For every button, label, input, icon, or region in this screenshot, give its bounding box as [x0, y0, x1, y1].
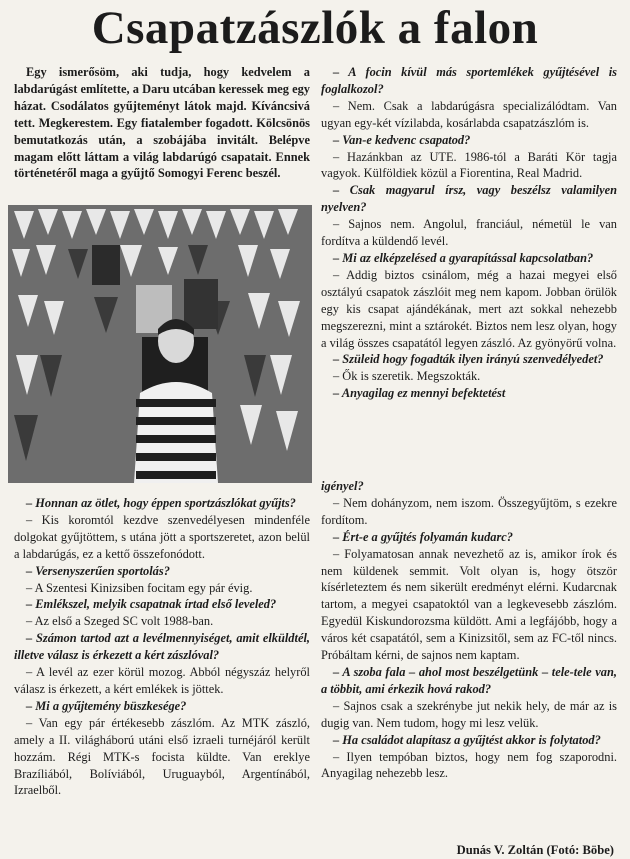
- photo-image: [8, 205, 312, 483]
- question: – Szüleid hogy fogadták ilyen irányú szenvedélyedet?: [333, 352, 604, 367]
- answer: – Sajnos csak a szekrénybe jut nekik hely, de már az is dugig van. Nem tudom, hogy mi lesz velük.: [321, 698, 617, 730]
- question: – Emlékszel, melyik csapatnak írtad első leveled?: [26, 597, 277, 612]
- question: – A szoba fala – ahol most beszélgetünk – tele-tele van, a többit, ami érkezik hová rakod?: [321, 664, 617, 696]
- answer: – Az első a Szeged SC volt 1988-ban.: [26, 614, 214, 629]
- answer: – Addig biztos csinálom, még a hazai megyei első osztályú csapatok zászlóit meg nem kapom. Jobban örülök egy kis csapat ajándékának, mert azt sokkal nehezebb megszerezni, mint a sztárokét. Biztos nem lesz olyan, hogy a világ összes csapatától legyen zászló. Az gyönyörű volna.: [321, 267, 617, 350]
- answer: – Sajnos nem. Angolul, franciául, németül le van fordítva a küldendő levél.: [321, 217, 617, 249]
- interview-column-left: [14, 495, 310, 799]
- answer: – Ők is szeretik. Megszokták.: [333, 369, 481, 384]
- answer: – Folyamatosan annak nevezhető az is, amikor írok és nem küldenek semmit. Volt olyan is, hogy ötször kísérleteztem és nem sikerült eredményt elérni. Kudarcnak tartom, a megyei csapatoktól van a legkevesebb zászlóm. Egyedül Kiskundorozsma küldött. Ami a legfájóbb, hogy a város két csapatától, sem a Kinizsitől, sem az FC-től nincs. Próbáltam kérni, de sajnos nem kaptam.: [321, 546, 617, 663]
- question: – Van-e kedvenc csapatod?: [333, 132, 471, 147]
- byline: Dunás V. Zoltán (Fotó: Böbe): [456, 843, 614, 857]
- interview-column-right-top: [321, 64, 617, 402]
- question: – Ért-e a gyűjtés folyamán kudarc?: [333, 529, 514, 544]
- question: – Honnan az ötlet, hogy éppen sportzászlókat gyűjts?: [26, 496, 296, 510]
- question: – Csak magyarul írsz, vagy beszélsz valamilyen nyelven?: [321, 183, 617, 215]
- question: – Számon tartod azt a levélmennyiséget, amit elküldtél, illetve válasz is érkezett a kért zászlóval?: [14, 631, 310, 663]
- question: – Mi az elképzelésed a gyarapítással kapcsolatban?: [333, 250, 594, 265]
- question: – Versenyszerűen sportolás?: [26, 563, 170, 578]
- answer: – Hazánkban az UTE. 1986-tól a Baráti Kör tagja vagyok. Külföldiek közül a Fiorentina, Real Madrid.: [321, 149, 617, 181]
- question: – A focin kívül más sportemlékek gyűjtésével is foglalkozol?: [321, 65, 617, 96]
- question: – Anyagilag ez mennyi befektetést: [333, 386, 506, 401]
- headline: Csapatzászlók a falon: [91, 2, 539, 54]
- answer: – A levél az ezer körül mozog. Abból négyszáz helyről válasz is érkezett, a kért emlékek is jöttek.: [14, 665, 310, 696]
- question: – Ha családot alapítasz a gyűjtést akkor is folytatod?: [333, 732, 601, 747]
- answer: – Nem dohányzom, nem iszom. Összegyűjtöm, s ezekre fordítom.: [321, 495, 617, 527]
- intro-text: Egy ismerősöm, aki tudja, hogy kedvelem a labdarúgást említette, a Daru utcában keressek meg egy házat. Csodálatos gyűjteményt látok majd. Kíváncsivá tett. Megkerestem. Egy fiatalember fogadott. Kölcsönös bemutatkozás után, a szobájába invitált. Belépve magam előtt láttam a világ labdarúgó csapatait. Ennek történetéről maga a gyűjtő Somogyi Ferenc beszél.: [14, 65, 310, 181]
- collector-photo: [8, 205, 312, 483]
- answer: – Nem. Csak a labdarúgásra specializálódtam. Van ugyan egy-két vízilabda, kosárlabda csapatzászlóm is.: [321, 98, 617, 130]
- answer: – Kis koromtól kezdve szenvedélyesen mindenféle dolgokat gyűjtöttem, s utána jött a sportszeretet, azon belül a labdarúgás, ez a kettő összefonódott.: [14, 512, 310, 561]
- answer: – Ilyen tempóban biztos, hogy nem fog szaporodni. Anyagilag nehezebb lesz.: [321, 749, 617, 781]
- intro-paragraph: [14, 64, 310, 182]
- interview-column-right-bottom: [321, 478, 617, 782]
- question: – Mi a gyűjtemény büszkesége?: [26, 698, 187, 713]
- question-continued: igényel?: [321, 479, 364, 493]
- answer: – A Szentesi Kinizsiben focitam egy pár évig.: [26, 580, 253, 595]
- answer: – Van egy pár értékesebb zászlóm. Az MTK zászló, amely a II. világháború utáni első izraeli turnéjáról került hozzám. Régi MTK-s focista küldte. Van ereklye Brazíliából, Bolíviából, Uruguayból, Argentínából, Izraelből.: [14, 715, 310, 798]
